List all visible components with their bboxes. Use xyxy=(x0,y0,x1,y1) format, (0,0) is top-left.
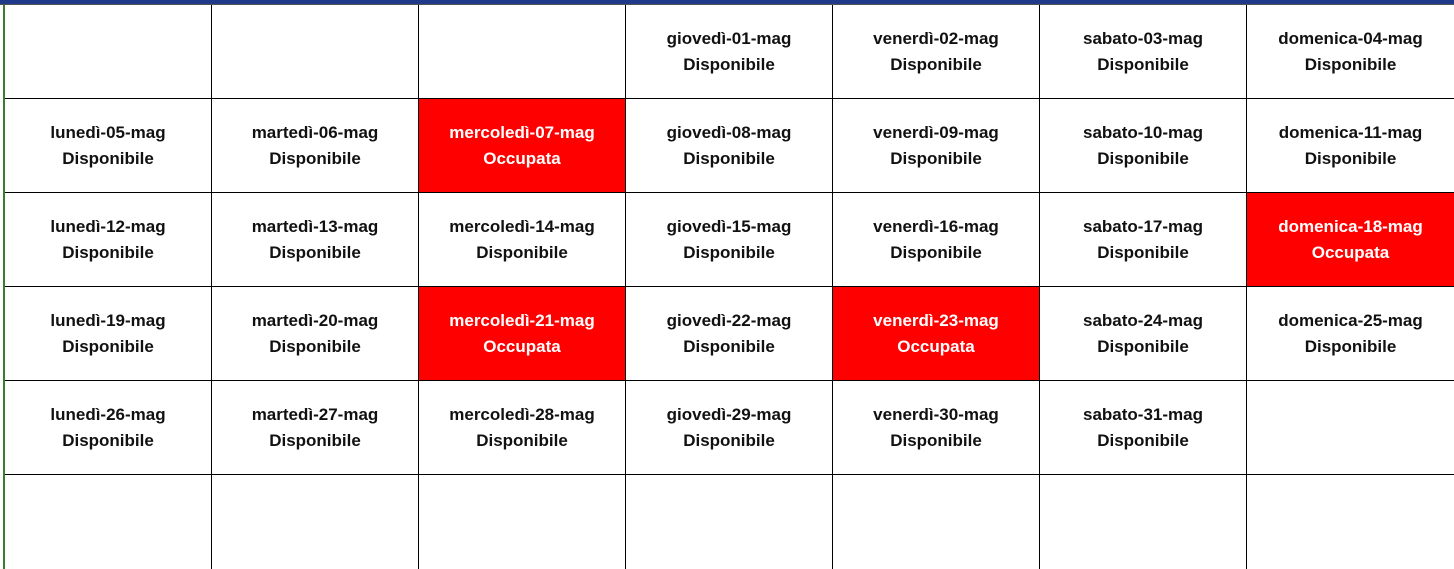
availability-calendar-grid xyxy=(5,5,1454,569)
calendar-day-cell-available[interactable] xyxy=(212,287,419,381)
day-status-label: Disponibile xyxy=(269,242,361,262)
calendar-empty-cell[interactable] xyxy=(1247,381,1454,475)
calendar-empty-cell[interactable] xyxy=(5,475,212,569)
day-date-label: venerdì-30-mag xyxy=(873,404,999,424)
day-date-label: martedì-20-mag xyxy=(251,310,379,330)
calendar-day-cell-available[interactable] xyxy=(5,287,212,381)
day-date-label: domenica-18-mag xyxy=(1278,216,1423,236)
day-status-label: Disponibile xyxy=(476,242,568,262)
day-status-label: Disponibile xyxy=(1097,148,1189,168)
calendar-day-cell-available[interactable] xyxy=(1040,99,1247,193)
day-status-label: Disponibile xyxy=(1097,430,1189,450)
calendar-day-cell-available[interactable] xyxy=(833,99,1040,193)
calendar-day-cell-available[interactable] xyxy=(212,193,419,287)
calendar-day-cell-available[interactable] xyxy=(5,99,212,193)
calendar-day-cell-occupied[interactable] xyxy=(1247,193,1454,287)
day-date-label: venerdì-23-mag xyxy=(873,310,999,330)
calendar-day-cell-available[interactable] xyxy=(419,381,626,475)
day-status-label: Disponibile xyxy=(683,54,775,74)
calendar-day-cell-available[interactable] xyxy=(833,193,1040,287)
day-date-label: giovedì-29-mag xyxy=(666,404,792,424)
day-status-label: Occupata xyxy=(483,148,561,168)
day-date-label: martedì-27-mag xyxy=(251,404,379,424)
day-status-label: Disponibile xyxy=(62,336,154,356)
day-date-label: martedì-06-mag xyxy=(251,122,379,142)
calendar-day-cell-available[interactable] xyxy=(1247,99,1454,193)
calendar-day-cell-available[interactable] xyxy=(1040,287,1247,381)
day-date-label: lunedì-12-mag xyxy=(50,216,166,236)
day-status-label: Disponibile xyxy=(890,148,982,168)
day-status-label: Disponibile xyxy=(890,430,982,450)
calendar-day-cell-available[interactable] xyxy=(626,381,833,475)
day-status-label: Disponibile xyxy=(890,54,982,74)
calendar-day-cell-available[interactable] xyxy=(419,193,626,287)
day-date-label: giovedì-15-mag xyxy=(666,216,792,236)
calendar-day-cell-available[interactable] xyxy=(5,381,212,475)
day-status-label: Disponibile xyxy=(269,430,361,450)
day-date-label: venerdì-02-mag xyxy=(873,28,999,48)
day-status-label: Disponibile xyxy=(1097,336,1189,356)
day-status-label: Disponibile xyxy=(476,430,568,450)
day-status-label: Disponibile xyxy=(890,242,982,262)
calendar-day-cell-available[interactable] xyxy=(1040,5,1247,99)
calendar-day-cell-available[interactable] xyxy=(626,99,833,193)
day-date-label: lunedì-26-mag xyxy=(50,404,166,424)
calendar-empty-cell[interactable] xyxy=(212,5,419,99)
day-date-label: sabato-24-mag xyxy=(1083,310,1203,330)
calendar-empty-cell[interactable] xyxy=(212,475,419,569)
calendar-empty-cell[interactable] xyxy=(1247,475,1454,569)
calendar-empty-cell[interactable] xyxy=(5,5,212,99)
day-status-label: Disponibile xyxy=(1304,336,1397,356)
calendar-day-cell-available[interactable] xyxy=(833,381,1040,475)
day-status-label: Disponibile xyxy=(269,148,361,168)
day-status-label: Disponibile xyxy=(269,336,361,356)
day-date-label: lunedì-19-mag xyxy=(50,310,166,330)
day-status-label: Disponibile xyxy=(1097,242,1189,262)
day-status-label: Disponibile xyxy=(683,148,775,168)
day-date-label: venerdì-16-mag xyxy=(873,216,999,236)
day-date-label: lunedì-05-mag xyxy=(50,122,166,142)
calendar-day-cell-available[interactable] xyxy=(1040,381,1247,475)
calendar-day-cell-occupied[interactable] xyxy=(419,287,626,381)
day-date-label: martedì-13-mag xyxy=(251,216,379,236)
calendar-empty-cell[interactable] xyxy=(1040,475,1247,569)
calendar-empty-cell[interactable] xyxy=(419,475,626,569)
day-date-label: domenica-25-mag xyxy=(1278,310,1423,330)
day-status-label: Disponibile xyxy=(683,242,775,262)
day-status-label: Occupata xyxy=(1311,242,1390,262)
day-status-label: Disponibile xyxy=(683,430,775,450)
day-date-label: venerdì-09-mag xyxy=(873,122,999,142)
day-date-label: mercoledì-28-mag xyxy=(449,404,595,424)
day-status-label: Disponibile xyxy=(1304,54,1397,74)
day-status-label: Occupata xyxy=(897,336,975,356)
calendar-day-cell-occupied[interactable] xyxy=(419,99,626,193)
day-status-label: Occupata xyxy=(483,336,561,356)
calendar-day-cell-available[interactable] xyxy=(212,99,419,193)
calendar-day-cell-available[interactable] xyxy=(1247,287,1454,381)
day-date-label: domenica-11-mag xyxy=(1278,122,1423,142)
calendar-day-cell-available[interactable] xyxy=(626,5,833,99)
day-date-label: mercoledì-21-mag xyxy=(449,310,595,330)
calendar-day-cell-available[interactable] xyxy=(626,193,833,287)
day-status-label: Disponibile xyxy=(62,242,154,262)
day-date-label: mercoledì-07-mag xyxy=(449,122,595,142)
calendar-day-cell-occupied[interactable] xyxy=(833,287,1040,381)
day-status-label: Disponibile xyxy=(62,430,154,450)
calendar-day-cell-available[interactable] xyxy=(212,381,419,475)
calendar-day-cell-available[interactable] xyxy=(1040,193,1247,287)
calendar-day-cell-available[interactable] xyxy=(626,287,833,381)
day-status-label: Disponibile xyxy=(683,336,775,356)
day-status-label: Disponibile xyxy=(62,148,154,168)
day-date-label: giovedì-08-mag xyxy=(666,122,792,142)
day-status-label: Disponibile xyxy=(1304,148,1397,168)
calendar-day-cell-available[interactable] xyxy=(1247,5,1454,99)
calendar-empty-cell[interactable] xyxy=(419,5,626,99)
calendar-empty-cell[interactable] xyxy=(833,475,1040,569)
day-date-label: sabato-31-mag xyxy=(1083,404,1203,424)
day-date-label: mercoledì-14-mag xyxy=(449,216,595,236)
day-status-label: Disponibile xyxy=(1097,54,1189,74)
calendar-day-cell-available[interactable] xyxy=(5,193,212,287)
day-date-label: sabato-17-mag xyxy=(1083,216,1203,236)
day-date-label: sabato-03-mag xyxy=(1083,28,1203,48)
calendar-day-cell-available[interactable] xyxy=(833,5,1040,99)
day-date-label: sabato-10-mag xyxy=(1083,122,1203,142)
day-date-label: domenica-04-mag xyxy=(1278,28,1423,48)
day-date-label: giovedì-01-mag xyxy=(666,28,792,48)
day-date-label: giovedì-22-mag xyxy=(666,310,792,330)
calendar-empty-cell[interactable] xyxy=(626,475,833,569)
